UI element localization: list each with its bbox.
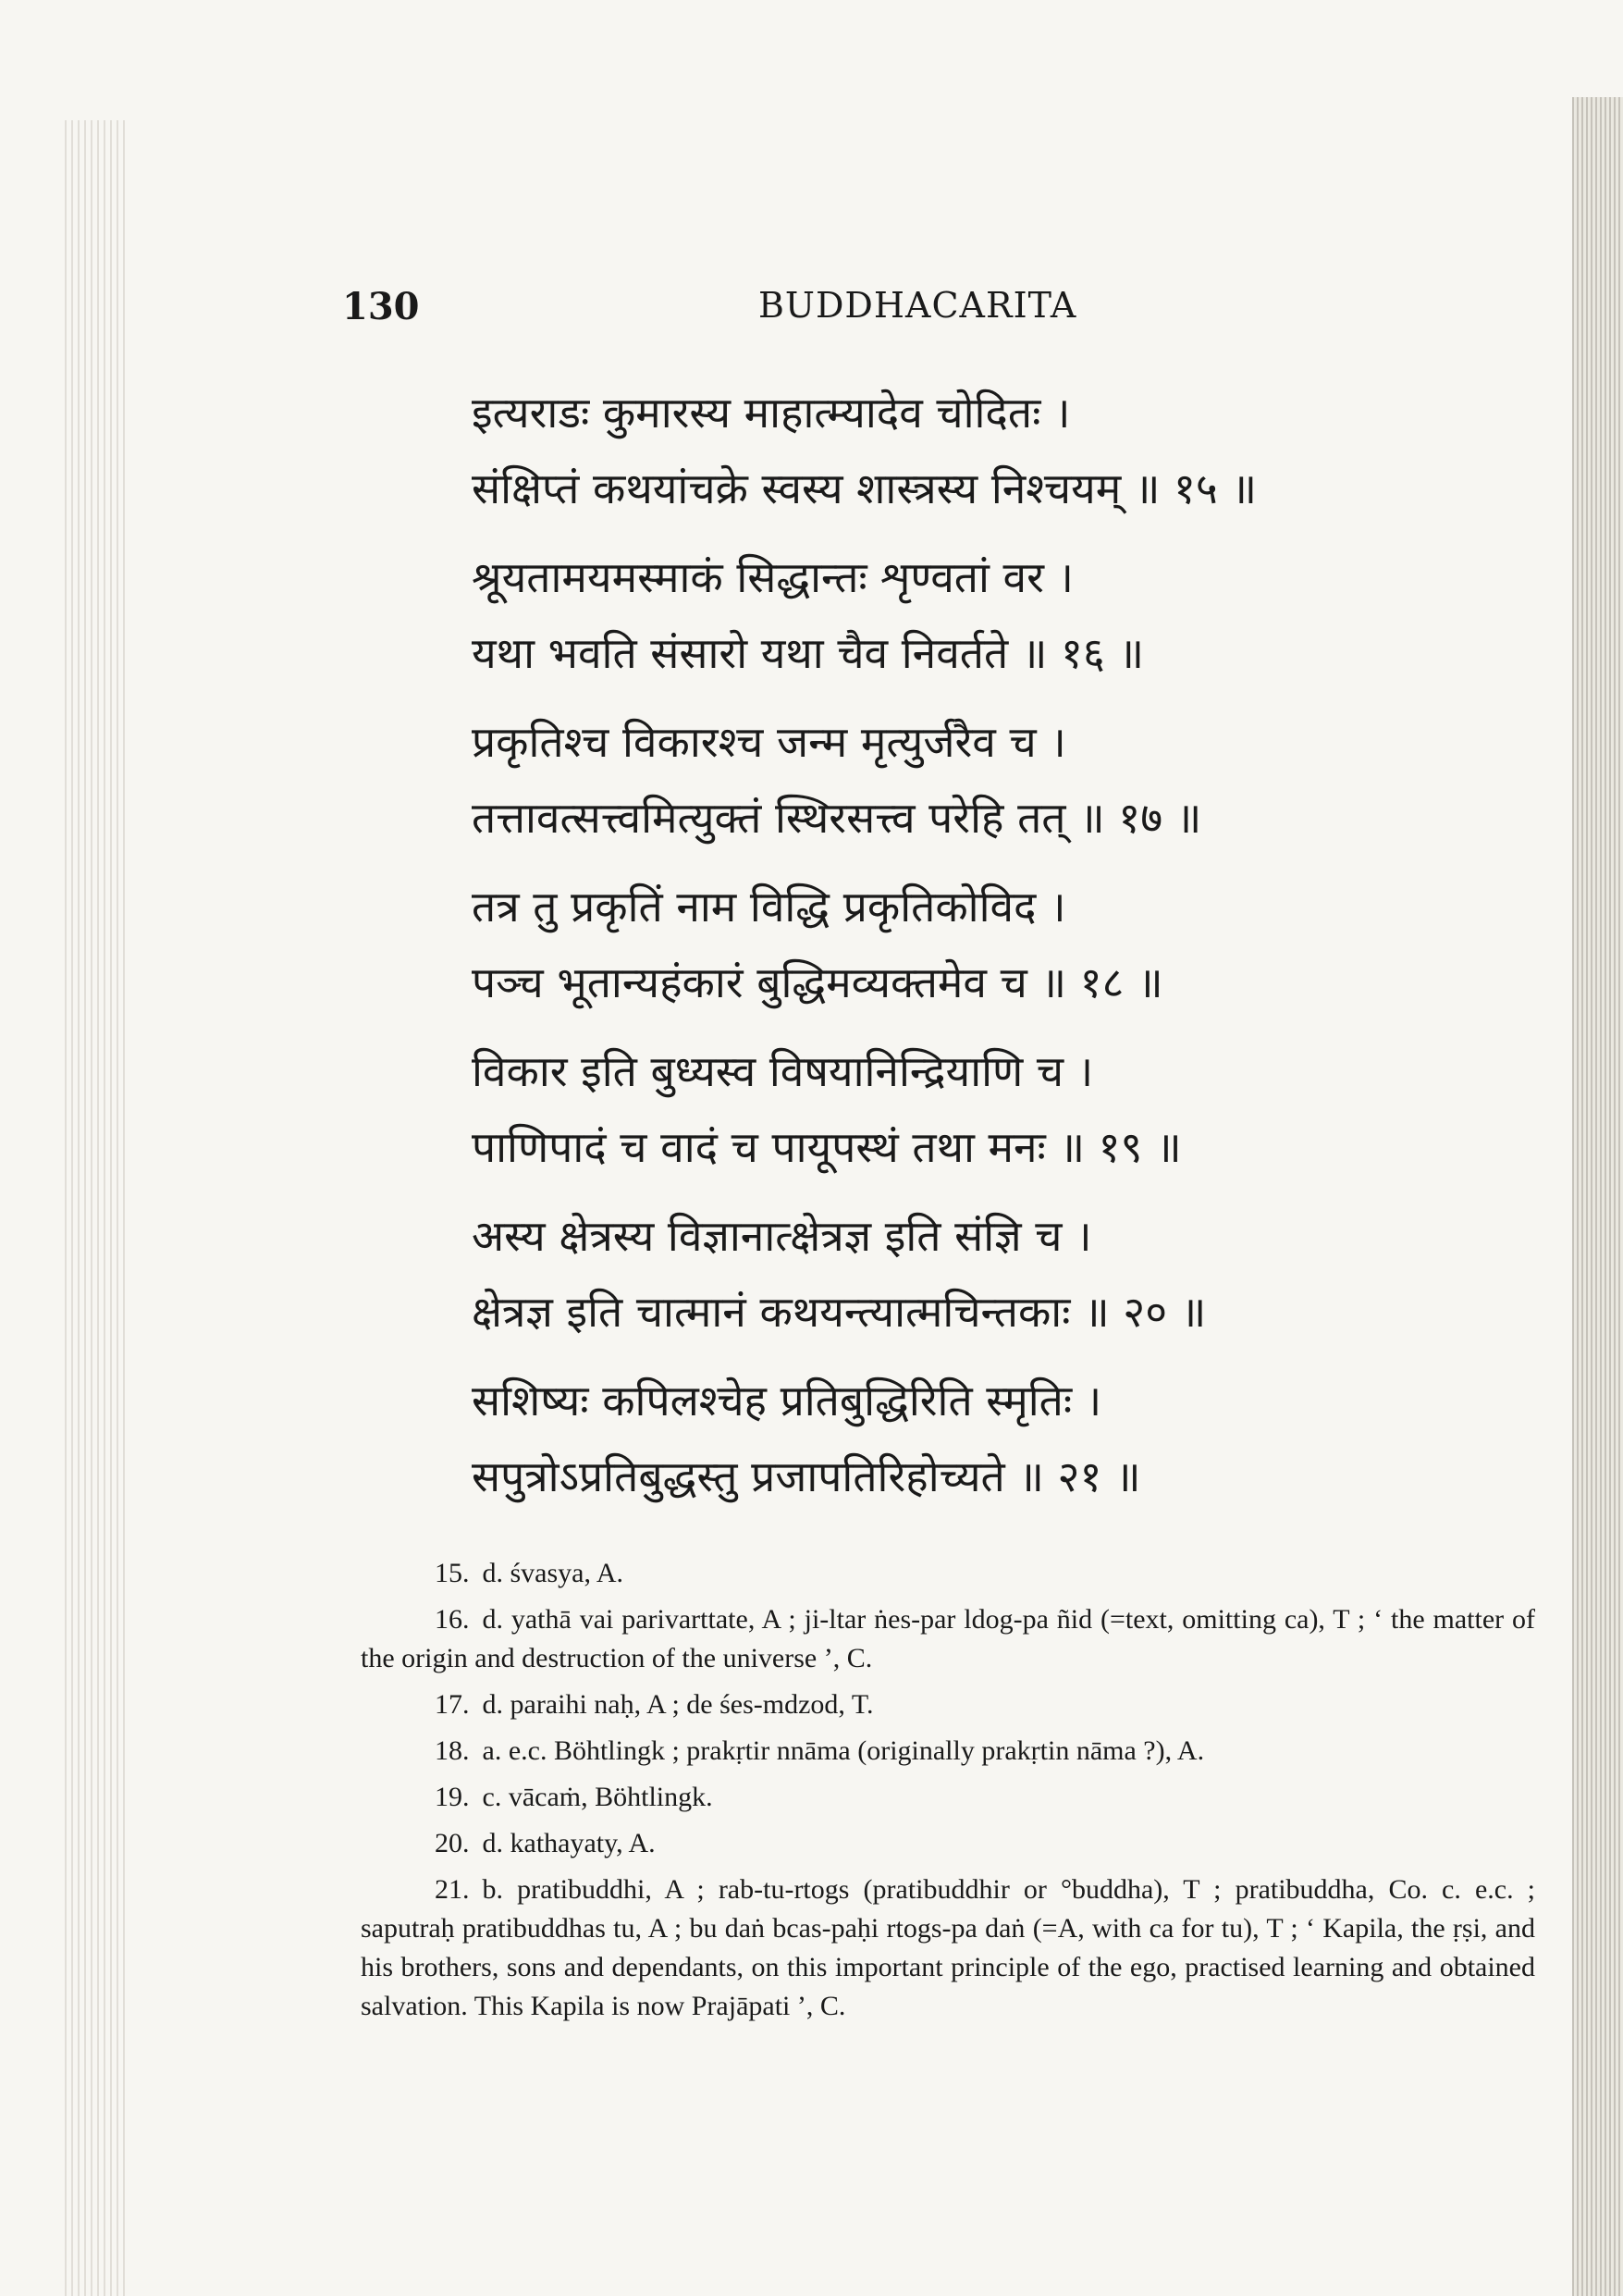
note-number: 19.	[435, 1782, 470, 1812]
note-text: d. kathayaty, A.	[482, 1828, 656, 1858]
verse-16	[472, 539, 1535, 691]
verse-line: क्षेत्रज्ञ इति चात्मानं कथयन्त्यात्मचिन्तकाः ॥ २० ॥	[472, 1287, 1207, 1337]
note-text: b. pratibuddhi, A ; rab-tu-rtogs (pratibuddhir or °buddha), T ; pratibuddha, Co. c. e.c. ; saputraḥ pratibuddhas tu, A ; bu daṅ bcas-paḥi rtogs-pa daṅ (=A, with ca for tu), T ; ‘ Kapila, the ṛṣi, and his brothers, sons and dependants, on this important principle of the ego, practised learning and obtained salvation. This Kapila is now Prajāpati ’, C.	[361, 1874, 1535, 2021]
note-16	[361, 1600, 1535, 1678]
note-text: d. paraihi naḥ, A ; de śes-mdzod, T.	[482, 1689, 874, 1720]
verse-20	[472, 1198, 1535, 1350]
verse-18	[472, 869, 1535, 1020]
note-number: 17.	[435, 1689, 470, 1720]
note-number: 20.	[435, 1828, 470, 1858]
note-20	[361, 1824, 1535, 1863]
critical-notes	[361, 1554, 1535, 2033]
page-header	[342, 278, 1156, 333]
verse-line: प्रकृतिश्च विकारश्च जन्म मृत्युर्जरैव च ।	[472, 717, 1066, 767]
note-15	[361, 1554, 1535, 1593]
verse-line: सपुत्रोऽप्रतिबुद्धस्तु प्रजापतिरिहोच्यते ॥ २१ ॥	[472, 1451, 1141, 1501]
note-number: 21.	[435, 1874, 470, 1905]
verse-line: तत्र तु प्रकृतिं नाम विद्धि प्रकृतिकोविद ।	[472, 882, 1066, 932]
verse-19	[472, 1033, 1535, 1185]
verse-line: श्रूयतामयमस्माकं सिद्धान्तः शृण्वतां वर ।	[472, 552, 1074, 602]
note-text: c. vācaṁ, Böhtlingk.	[482, 1782, 713, 1812]
verse-line: अस्य क्षेत्रस्य विज्ञानात्क्षेत्रज्ञ इति संज्ञि च ।	[472, 1211, 1092, 1261]
note-18	[361, 1732, 1535, 1771]
verse-line: सशिष्यः कपिलश्चेह प्रतिबुद्धिरिति स्मृतिः ।	[472, 1376, 1102, 1426]
note-text: a. e.c. Böhtlingk ; prakṛtir nnāma (originally prakṛtin nāma ?), A.	[482, 1735, 1205, 1766]
running-head-title: BUDDHACARITA	[758, 285, 1077, 326]
page-number: 130	[342, 285, 420, 328]
note-text: d. śvasya, A.	[482, 1558, 623, 1588]
verse-line: संक्षिप्तं कथयांचक्रे स्वस्य शास्त्रस्य निश्चयम् ॥ १५ ॥	[472, 463, 1258, 513]
note-number: 18.	[435, 1735, 470, 1766]
verse-line: तत्तावत्सत्त्वमित्युक्तं स्थिरसत्त्व परेहि तत् ॥ १७ ॥	[472, 793, 1202, 843]
verse-17	[472, 704, 1535, 856]
note-number: 15.	[435, 1558, 470, 1588]
verse-line: पाणिपादं च वादं च पायूपस्थं तथा मनः ॥ १९ ॥	[472, 1122, 1182, 1172]
note-number: 16.	[435, 1604, 470, 1635]
sanskrit-verses	[472, 375, 1535, 1527]
note-text: d. yathā vai parivarttate, A ; ji-ltar ṅes-par ldog-pa ñid (=text, omitting ca), T ; ‘ the matter of the origin and destruction of the universe ’, C.	[361, 1604, 1535, 1673]
note-17	[361, 1685, 1535, 1724]
right-page-edge	[1572, 97, 1623, 2296]
verse-line: यथा भवति संसारो यथा चैव निवर्तते ॥ १६ ॥	[472, 628, 1145, 678]
note-19	[361, 1778, 1535, 1817]
verse-line: पञ्च भूतान्यहंकारं बुद्धिमव्यक्तमेव च ॥ १८ ॥	[472, 957, 1163, 1007]
note-21	[361, 1870, 1535, 2026]
verse-21	[472, 1363, 1535, 1514]
verse-line: इत्यराडः कुमारस्य माहात्म्यादेव चोदितः ।	[472, 388, 1071, 438]
left-page-edge	[65, 120, 129, 2296]
verse-15	[472, 375, 1535, 526]
verse-line: विकार इति बुध्यस्व विषयानिन्द्रियाणि च ।	[472, 1046, 1094, 1096]
